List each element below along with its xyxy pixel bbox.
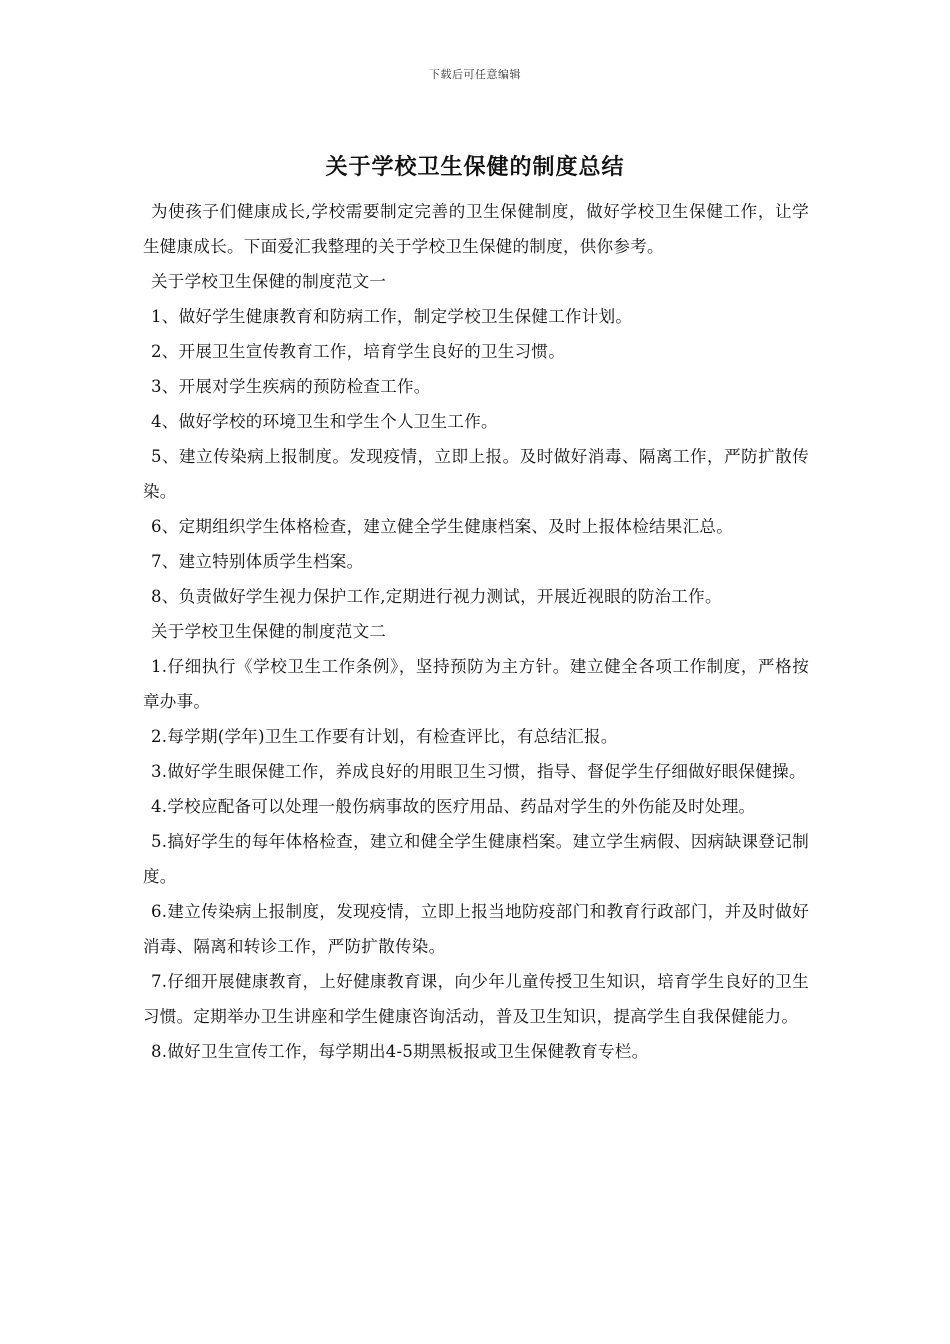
document-body bbox=[143, 194, 809, 1069]
list-item: 5、建立传染病上报制度。发现疫情，立即上报。及时做好消毒、隔离工作，严防扩散传染。 bbox=[143, 447, 809, 501]
list-item: 2、开展卫生宣传教育工作，培育学生良好的卫生习惯。 bbox=[151, 342, 565, 361]
list-item: 1、做好学生健康教育和防病工作，制定学校卫生保健工作计划。 bbox=[151, 307, 633, 326]
document-title: 关于学校卫生保健的制度总结 bbox=[325, 154, 625, 180]
list-item: 1.仔细执行《学校卫生工作条例》，坚持预防为主方针。建立健全各项工作制度，严格按章办事。 bbox=[143, 657, 809, 711]
list-item: 4、做好学校的环境卫生和学生个人卫生工作。 bbox=[151, 412, 498, 431]
list-item: 6.建立传染病上报制度，发现疫情，立即上报当地防疫部门和教育行政部门，并及时做好消毒、隔离和转诊工作，严防扩散传染。 bbox=[143, 902, 809, 956]
list-item: 8.做好卫生宣传工作，每学期出4-5期黑板报或卫生保健教育专栏。 bbox=[151, 1042, 649, 1061]
header-note: 下载后可任意编辑 bbox=[429, 68, 521, 81]
list-item: 8、负责做好学生视力保护工作,定期进行视力测试，开展近视眼的防治工作。 bbox=[151, 587, 722, 606]
list-item: 5.搞好学生的每年体格检查，建立和健全学生健康档案。建立学生病假、因病缺课登记制度。 bbox=[143, 832, 809, 886]
section-heading-1: 关于学校卫生保健的制度范文一 bbox=[151, 272, 387, 291]
list-item: 2.每学期(学年)卫生工作要有计划，有检查评比，有总结汇报。 bbox=[151, 727, 618, 746]
section-heading-2: 关于学校卫生保健的制度范文二 bbox=[151, 622, 387, 641]
list-item: 3、开展对学生疾病的预防检查工作。 bbox=[151, 377, 431, 396]
list-item: 4.学校应配备可以处理一般伤病事故的医疗用品、药品对学生的外伤能及时处理。 bbox=[151, 797, 756, 816]
list-item: 6、定期组织学生体格检查，建立健全学生健康档案、及时上报体检结果汇总。 bbox=[151, 517, 733, 536]
list-item: 3.做好学生眼保健工作，养成良好的用眼卫生习惯，指导、督促学生仔细做好眼保健操。 bbox=[151, 762, 806, 781]
list-item: 7.仔细开展健康教育，上好健康教育课，向少年儿童传授卫生知识，培育学生良好的卫生习惯。定期举办卫生讲座和学生健康咨询活动，普及卫生知识，提高学生自我保健能力。 bbox=[143, 972, 809, 1026]
list-item: 7、建立特别体质学生档案。 bbox=[151, 552, 364, 571]
intro-paragraph: 为使孩子们健康成长,学校需要制定完善的卫生保健制度，做好学校卫生保健工作，让学生健康成长。下面爱汇我整理的关于学校卫生保健的制度，供你参考。 bbox=[143, 202, 809, 256]
